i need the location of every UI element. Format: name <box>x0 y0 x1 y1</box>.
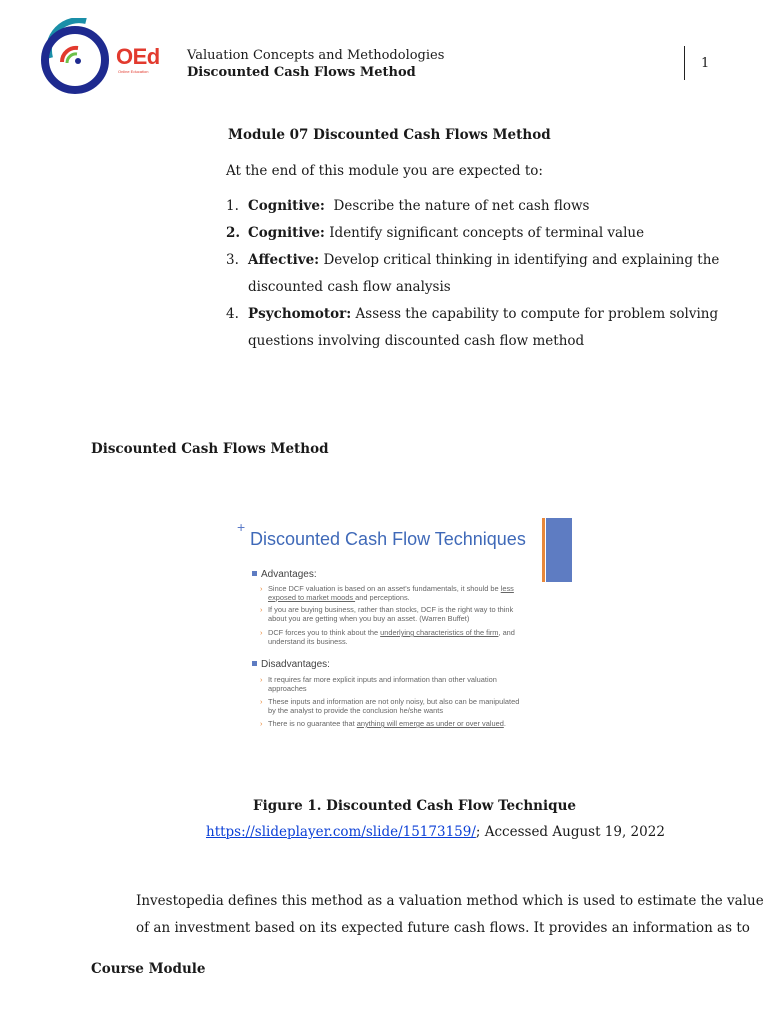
objective-text: Assess the capability to compute for problem solving <box>351 306 719 322</box>
slide-bullet: › These inputs and information are not only noisy, but also can be manipulated by the analyst to provide the conclusion he/she wants <box>260 697 520 715</box>
objective-text: Develop critical thinking in identifying and explaining the <box>319 252 720 268</box>
objective-label: Affective: <box>248 252 320 268</box>
chevron-right-icon: › <box>260 605 263 614</box>
source-link[interactable]: https://slideplayer.com/slide/15173159/ <box>206 824 476 840</box>
section-heading: Discounted Cash Flows Method <box>91 441 329 457</box>
square-bullet-icon <box>252 571 257 576</box>
accessed-date: ; Accessed August 19, 2022 <box>475 824 665 840</box>
chevron-right-icon: › <box>260 675 263 684</box>
paragraph-line: of an investment based on its expected future cash flows. It provides an information as to <box>136 920 750 936</box>
objective-text: Identify significant concepts of terminal value <box>324 225 645 241</box>
slide-bullet: › It requires far more explicit inputs and information than other valuation approaches <box>260 675 497 693</box>
module-title: Module 07 Discounted Cash Flows Method <box>228 127 551 143</box>
slide-accent-bar <box>542 518 545 582</box>
module-intro: At the end of this module you are expected to: <box>226 163 543 179</box>
square-bullet-icon <box>252 661 257 666</box>
slide-bullet: › Since DCF valuation is based on an asset's fundamentals, it should be less exposed to market moods and perceptions. <box>260 584 514 602</box>
objective-text-cont: discounted cash flow analysis <box>248 279 451 295</box>
chevron-right-icon: › <box>260 584 263 593</box>
chevron-right-icon: › <box>260 628 263 637</box>
objective-number: 1. <box>226 198 239 214</box>
objective-item <box>226 247 726 301</box>
disadvantages-heading: Disadvantages: <box>252 659 330 671</box>
objective-label: Cognitive: <box>248 225 325 241</box>
chevron-right-icon: › <box>260 719 263 728</box>
chevron-right-icon: › <box>260 697 263 706</box>
objective-label: Psychomotor: <box>248 306 352 322</box>
section-title: Discounted Cash Flows Method <box>187 65 416 80</box>
slide-bullet: › If you are buying business, rather than stocks, DCF is the right way to think about you are getting when you buy an asset. (Warren Buffet) <box>260 605 514 623</box>
objective-text: Describe the nature of net cash flows <box>324 198 590 214</box>
paragraph-line: Investopedia defines this method as a valuation method which is used to estimate the value <box>136 893 764 909</box>
objective-text-cont: questions involving discounted cash flow method <box>248 333 585 349</box>
slide-title: Discounted Cash Flow Techniques <box>250 529 526 549</box>
advantages-heading: Advantages: <box>252 569 317 581</box>
slide-bullet: › DCF forces you to think about the underlying characteristics of the firm, and understand its business. <box>260 628 515 646</box>
objectives-list <box>226 193 726 355</box>
objective-number: 2. <box>226 225 241 241</box>
slide-accent-block <box>546 518 572 582</box>
logo <box>38 18 168 98</box>
footer-label: Course Module <box>91 961 206 977</box>
objective-number: 3. <box>226 252 239 268</box>
figure-source <box>206 823 665 841</box>
slide-image <box>232 508 586 780</box>
logo-subtext: Online Education <box>118 69 149 74</box>
objective-item <box>226 301 726 355</box>
plus-icon: + <box>237 519 246 535</box>
header-divider <box>684 46 685 80</box>
objective-item <box>226 220 726 247</box>
objective-number: 4. <box>226 306 239 322</box>
objective-item <box>226 193 726 220</box>
figure-caption: Figure 1. Discounted Cash Flow Technique <box>253 798 576 814</box>
logo-text: OEd <box>116 44 160 69</box>
objective-label: Cognitive: <box>248 198 325 214</box>
page-number: 1 <box>701 56 710 71</box>
slide-bullet: › There is no guarantee that anything will emerge as under or over valued. <box>260 719 506 728</box>
course-title: Valuation Concepts and Methodologies <box>187 48 445 63</box>
body-paragraph <box>136 888 764 942</box>
